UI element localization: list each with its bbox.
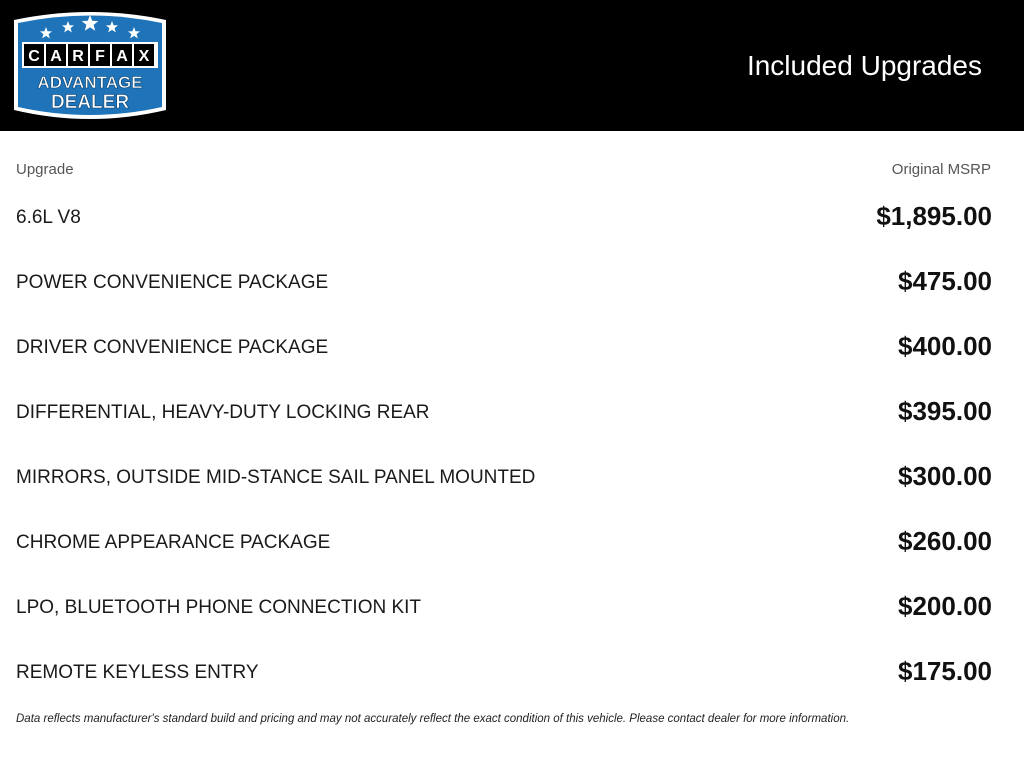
column-header-upgrade: Upgrade xyxy=(16,161,74,178)
logo-letter: A xyxy=(116,48,128,65)
upgrade-name: REMOTE KEYLESS ENTRY xyxy=(16,662,259,683)
carfax-advantage-dealer-logo xyxy=(8,6,172,126)
upgrade-price: $400.00 xyxy=(898,331,992,361)
upgrade-name: MIRRORS, OUTSIDE MID-STANCE SAIL PANEL MOUNTED xyxy=(16,467,536,488)
upgrade-row xyxy=(0,639,1024,704)
upgrade-row xyxy=(0,314,1024,379)
upgrade-name: DIFFERENTIAL, HEAVY-DUTY LOCKING REAR xyxy=(16,402,430,423)
logo-letter: C xyxy=(28,48,40,65)
upgrade-price: $475.00 xyxy=(898,266,992,296)
column-header-msrp: Original MSRP xyxy=(891,161,991,178)
upgrade-name: POWER CONVENIENCE PACKAGE xyxy=(16,272,329,293)
upgrade-price: $300.00 xyxy=(898,461,992,491)
header-bar xyxy=(0,0,1024,131)
page-title: Included Upgrades xyxy=(746,50,982,81)
upgrade-price: $395.00 xyxy=(898,396,992,426)
upgrade-row xyxy=(0,379,1024,444)
logo-letter: R xyxy=(72,48,84,65)
upgrade-name: 6.6L V8 xyxy=(16,207,81,228)
upgrade-row xyxy=(0,574,1024,639)
upgrade-price: $1,895.00 xyxy=(876,201,992,231)
upgrade-price: $260.00 xyxy=(898,526,992,556)
logo-line-advantage: ADVANTAGE xyxy=(37,73,143,92)
logo-line-dealer: DEALER xyxy=(50,92,130,113)
disclaimer-note: Data reflects manufacturer's standard build and pricing and may not accurately reflect the exact condition of this vehicle. Please contact dealer for more information. xyxy=(16,713,850,725)
upgrade-price: $200.00 xyxy=(898,591,992,621)
upgrade-row xyxy=(0,184,1024,249)
upgrades-list xyxy=(0,184,1024,704)
logo-letter: A xyxy=(50,48,62,65)
upgrade-name: LPO, BLUETOOTH PHONE CONNECTION KIT xyxy=(16,597,422,618)
upgrade-row xyxy=(0,249,1024,314)
logo-letter: F xyxy=(95,48,105,65)
upgrade-row xyxy=(0,509,1024,574)
upgrade-name: CHROME APPEARANCE PACKAGE xyxy=(16,532,331,553)
logo-letter: X xyxy=(138,48,150,65)
upgrade-name: DRIVER CONVENIENCE PACKAGE xyxy=(16,337,329,358)
upgrade-row xyxy=(0,444,1024,509)
upgrade-price: $175.00 xyxy=(898,656,992,686)
